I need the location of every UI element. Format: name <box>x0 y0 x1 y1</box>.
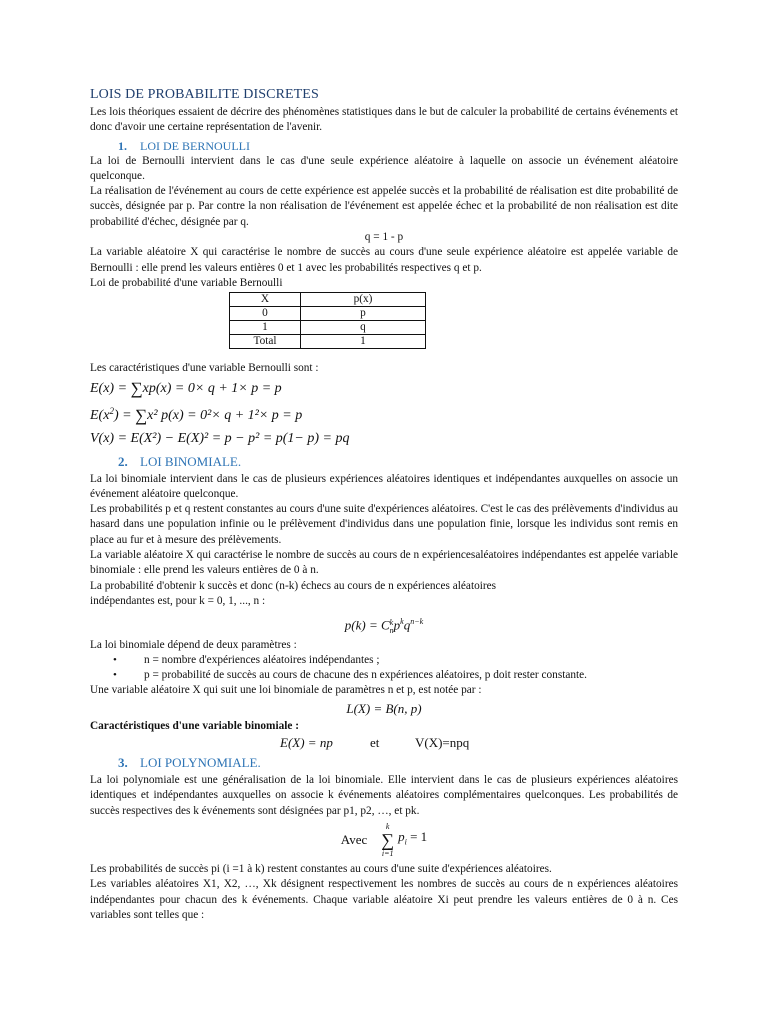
binomiale-characteristics-heading: Caractéristiques d'une variable binomiale : <box>90 719 299 732</box>
section-heading-polynomiale <box>118 754 678 771</box>
section-title: LOI POLYNOMIALE. <box>140 755 261 771</box>
table-row <box>230 335 426 349</box>
formula-exp: n−k <box>410 617 424 627</box>
section-number: 1. <box>118 138 127 153</box>
document-page <box>90 86 678 923</box>
binomiale-paragraph-4b: indépendantes est, pour k = 0, 1, ..., n : <box>90 594 266 607</box>
bernoulli-table <box>229 292 426 349</box>
binomiale-paragraph-1: La loi binomiale intervient dans le cas de plusieurs expériences aléatoires identiques et indépendantes auxquelles on associe un événement aléatoire quelconque. <box>90 472 678 500</box>
formula-sup: k <box>389 617 394 627</box>
eq-lhs: E(x <box>90 407 110 423</box>
sum-lower-bound: i=1 <box>381 848 394 858</box>
list-item: • n = nombre d'expériences aléatoires indépendantes ; <box>90 653 678 668</box>
variance-formula: V(X)=npq <box>415 735 470 751</box>
polynomiale-paragraph-3: Les variables aléatoires X1, X2, …, Xk désignent respectivement les nombres de succès au cours de n expériences aléatoires indépendantes pour chacun des k événements. Chaque variable aléatoire Xi peut prendre les valeurs entières de 0 à n. Ces variables sont telles que : <box>90 878 678 921</box>
expectation-formula: E(X) = np <box>280 735 333 751</box>
eq-rhs: x² p(x) = 0²× q + 1²× p = p <box>147 407 303 423</box>
sum-upper-bound: k <box>385 821 390 831</box>
table-row <box>230 321 426 335</box>
sum-body <box>398 829 428 848</box>
eq-lhs: E(x) = <box>90 380 128 396</box>
table-cell: 1 <box>230 321 301 335</box>
sum-term-index: i <box>404 838 407 848</box>
sum-equation <box>90 822 678 858</box>
section-heading-binomiale <box>118 453 678 470</box>
formula-exp: k <box>400 617 404 627</box>
binomiale-paragraph-4a: La probabilité d'obtenir k succès et donc (n-k) échecs au cours de n expériences aléatoires <box>90 579 497 592</box>
polynomiale-paragraph-1: La loi polynomiale est une généralisation de la loi binomiale. Elle intervient dans le cas de plusieurs expériences aléatoires identiques et indépendantes auxquelles on associe k événements aléatoires complémentaires quelconques. Les probabilités de succès respectives des k événements sont désignées par p1, p2, …, et pk. <box>90 774 678 817</box>
equation-variance: V(x) = E(X²) − E(X)² = p − p² = p(1− p) = pq <box>90 430 350 446</box>
parameter-list <box>90 653 678 684</box>
equation-expectation <box>90 377 678 400</box>
section-title: LOI DE BERNOULLI <box>140 138 250 153</box>
avec-word: Avec <box>340 832 368 848</box>
bernoulli-paragraph-1: La loi de Bernoulli intervient dans le cas d'une seule expérience aléatoire à laquelle on associe un événement aléatoire quelconque. <box>90 154 678 182</box>
eq-rhs: xp(x) = 0× q + 1× p = p <box>142 380 282 396</box>
list-item: • p = probabilité de succès au cours de chacune des n expériences aléatoires, p doit rester constante. <box>90 668 678 683</box>
formula-q: q <box>403 617 411 633</box>
binomial-formula <box>90 612 678 635</box>
equation-second-moment <box>90 400 678 427</box>
section-number: 2. <box>118 453 128 469</box>
binomiale-characteristics <box>90 734 678 751</box>
table-header-cell: X <box>230 293 301 307</box>
table-cell: Total <box>230 335 301 349</box>
sum-symbol-icon: ∑ <box>135 405 148 425</box>
polynomiale-paragraph-2: Les probabilités de succès pi (i =1 à k) restent constantes au cours d'une suite d'expériences aléatoires. <box>90 862 552 875</box>
bernoulli-paragraph-3: La variable aléatoire X qui caractérise le nombre de succès au cours d'une seule expérience aléatoire est appelée variable de Bernoulli : elle prend les valeurs entières 0 et 1 avec les probabilités respectives q et p. <box>90 246 678 274</box>
binomiale-paragraph-6: Une variable aléatoire X qui suit une loi binomiale de paramètres n et p, est notée par : <box>90 684 482 697</box>
table-header-cell: p(x) <box>301 293 426 307</box>
table-cell: 1 <box>301 335 426 349</box>
section-title: LOI BINOMIALE. <box>140 453 242 469</box>
binomial-law: L(X) = B(n, p) <box>346 700 422 716</box>
table-cell: 0 <box>230 307 301 321</box>
bernoulli-table-caption: Loi de probabilité d'une variable Bernoulli <box>90 276 283 289</box>
q-equation: q = 1 - p <box>364 231 404 244</box>
eq-exponent: 2 <box>109 405 114 416</box>
bernoulli-characteristics-intro: Les caractéristiques d'une variable Bernoulli sont : <box>90 362 319 375</box>
sum-symbol-icon: ∑ <box>130 378 143 398</box>
binomiale-paragraph-5: La loi binomiale dépend de deux paramètres : <box>90 638 297 651</box>
sum-symbol-icon: ∑ <box>381 829 395 850</box>
formula-p: p <box>393 617 401 633</box>
binomiale-paragraph-3: La variable aléatoire X qui caractérise le nombre de succès au cours de n expériencesaléatoires indépendantes est appelée variable binomiale : elle prend les valeurs entières de 0 à n. <box>90 549 678 577</box>
intro-paragraph: Les lois théoriques essaient de décrire des phénomènes statistiques dans le but de calculer la probabilité de certains événements et donc d'avoir une certaine représentation de l'avenir. <box>90 106 678 134</box>
table-cell: q <box>301 321 426 335</box>
section-heading-bernoulli <box>118 138 678 154</box>
section-number: 3. <box>118 755 128 771</box>
formula-sub: n <box>389 625 394 635</box>
eq-lhs-end: ) = <box>113 407 132 423</box>
et-word: et <box>370 735 380 751</box>
table-cell: p <box>301 307 426 321</box>
sum-rhs: = 1 <box>406 829 428 845</box>
sum-operator <box>381 822 394 858</box>
page-title: LOIS DE PROBABILITE DISCRETES <box>90 87 319 102</box>
formula-lhs: p(k) = C <box>344 617 390 633</box>
table-header-row <box>230 293 426 307</box>
binomiale-paragraph-2: Les probabilités p et q restent constantes au cours d'une suite d'expériences aléatoires. C'est le cas des prélèvements d'individus au hasard dans une population infinie ou le prélèvement d'individus dans une population finie, lorsque les individus sont remis en place au fur et à mesure des prélèvements. <box>90 503 678 546</box>
table-row <box>230 307 426 321</box>
sum-term: p <box>398 829 405 845</box>
bernoulli-paragraph-2: La réalisation de l'événement au cours de cette expérience est appelée succès et la probabilité de réalisation est dite probabilité de succès, désignée par p. Par contre la non réalisation de l'événement est appelée échec et la probabilité de non réalisation est dite probabilité d'échec, désignée par q. <box>90 185 678 228</box>
